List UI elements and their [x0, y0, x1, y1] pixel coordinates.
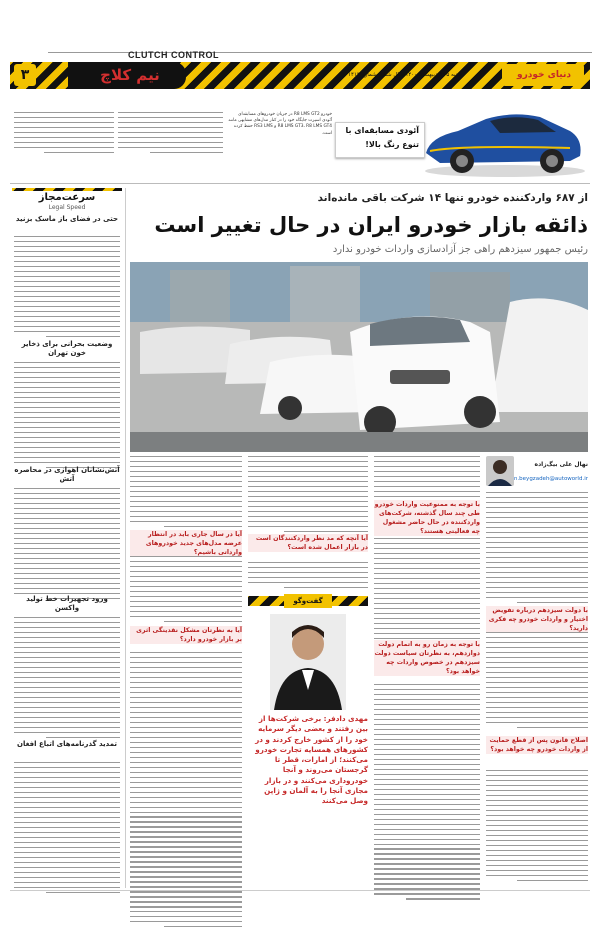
question-heading: اصلاح قانون پس از قطع حمایت از واردات خودرو چه خواهد بود؟ [486, 736, 588, 754]
banner-rule [10, 183, 590, 184]
section-badge-label: نیم کلاچ [100, 66, 160, 84]
sidebar-item-title: وضعیت بحرانی برای ذخایر خون تهران [21, 340, 113, 357]
banner-caption: آئودی مسابقه‌ای با تنوع رنگ بالا! [345, 126, 419, 149]
col4-body-1 [130, 456, 242, 531]
author-name: نهال علی بیگ‌زاده [534, 461, 588, 468]
question-heading: با دولت سیزدهم درباره تفویض اختیار و واردات خودرو چه فکری دارید؟ [486, 606, 588, 633]
section-title-en: CLUTCH CONTROL [128, 50, 219, 60]
sidebar-label-fa: سرعت‌مجاز [38, 192, 96, 203]
col1-body-1 [486, 492, 588, 607]
sidebar-item-title: تمدید گذرنامه‌های اتباع افغان [16, 740, 118, 748]
col2-body-3 [374, 684, 480, 903]
brand-logo: دنیای خودرو [517, 70, 571, 80]
sidebar-item-title: آتش‌نشانان اهوازی در محاصره آتش [14, 466, 120, 483]
sidebar-item-body [14, 488, 120, 603]
story-kicker: از ۶۸۷ واردکننده خودرو تنها ۱۴ شرکت باقی مانده‌اند [317, 192, 588, 204]
page-number: ۳ [14, 64, 36, 86]
question-heading: با توجه به ممنوعیت واردات خودرو طی چند سال گذشته، شرکت‌های واردکننده در حال حاضر مشغول چه فعالیتی هستند؟ [374, 501, 480, 535]
story-headline: ذائقه بازار خودرو ایران در حال تغییر است [154, 213, 588, 237]
question-heading: با توجه به زمان رو به اتمام دولت دوازدهم، به نظرتان سیاست دولت سیزدهم در خصوص واردات چه خواهد بود؟ [374, 641, 480, 675]
footer-rule [10, 890, 590, 891]
dateline: شنبه ۲۵ اردیبهشت ۱۴۰۰ سال ششم شماره ۱۴۱۳ [348, 72, 462, 78]
col3-body-1 [248, 456, 368, 536]
col2-body-1 [374, 456, 480, 506]
author-email: n.beygzadeh@autoworld.ir [513, 476, 588, 482]
col1-body-2 [486, 632, 588, 732]
interviewee-photo [270, 614, 346, 710]
main-photo [130, 262, 588, 452]
sidebar-item-body [14, 617, 120, 742]
banner-lead-text: خودرو R8 LMS GT2 در جریان خودروهای مسابقه‌ای آئودی اسپرت جایگاه خود را در کنار مدل‌های مشابهی مانند R8 LMS GT3، R8 LMS GT4 و RS3 LMS حفظ کرده است. [228, 112, 332, 136]
car-image [420, 101, 585, 179]
sidebar-item-title: حتی در فضای باز ماسک بزنید [15, 215, 119, 223]
question-heading: آیا به نظرتان مشکل نقدینگی اثری بر بازار خودرو دارد؟ [130, 626, 242, 644]
col2-body-2 [374, 538, 480, 653]
interview-label: گفت‌وگو [293, 597, 323, 605]
sidebar-item-body [14, 236, 120, 341]
sidebar-divider [125, 188, 126, 888]
sidebar-item-title: ورود تجهیزات خط تولید واکسن [26, 595, 108, 612]
interviewee-quote: مهدی دادفر: برخی شرکت‌ها از بین رفتند و بعضی دیگر سرمایه خود را از کشور خارج کردند و در کشورهای همسایه تجارت خودرو می‌کنند؛ از امارات، قطر تا گرجستان می‌روند و آنجا خودروداری می‌کنند و در بازار مجازی آنجا را به آلمان و ژاپن وصل می‌کنند [255, 714, 368, 806]
col1-body-3 [486, 770, 588, 885]
question-heading: آیا در سال جاری باید در انتظار عرضه مدل‌های جدید خودروهای وارداتی باشیم؟ [130, 530, 242, 557]
col4-body-2 [130, 556, 242, 626]
sidebar-item-body [14, 362, 120, 472]
story-subhead: رئیس جمهور سیزدهم راهی جز آزادسازی واردات خودرو ندارد [332, 244, 588, 255]
banner-col-2 [118, 112, 223, 157]
question-heading: آیا آنچه که مد نظر واردکنندگان است در بازار اعمال شده است؟ [248, 534, 368, 552]
banner-col-3 [14, 112, 114, 157]
col3-body-2 [248, 562, 368, 592]
sidebar-stripe [12, 188, 122, 191]
sidebar-label-en: Legal Speed [48, 204, 86, 211]
sidebar-item-body [14, 762, 120, 897]
